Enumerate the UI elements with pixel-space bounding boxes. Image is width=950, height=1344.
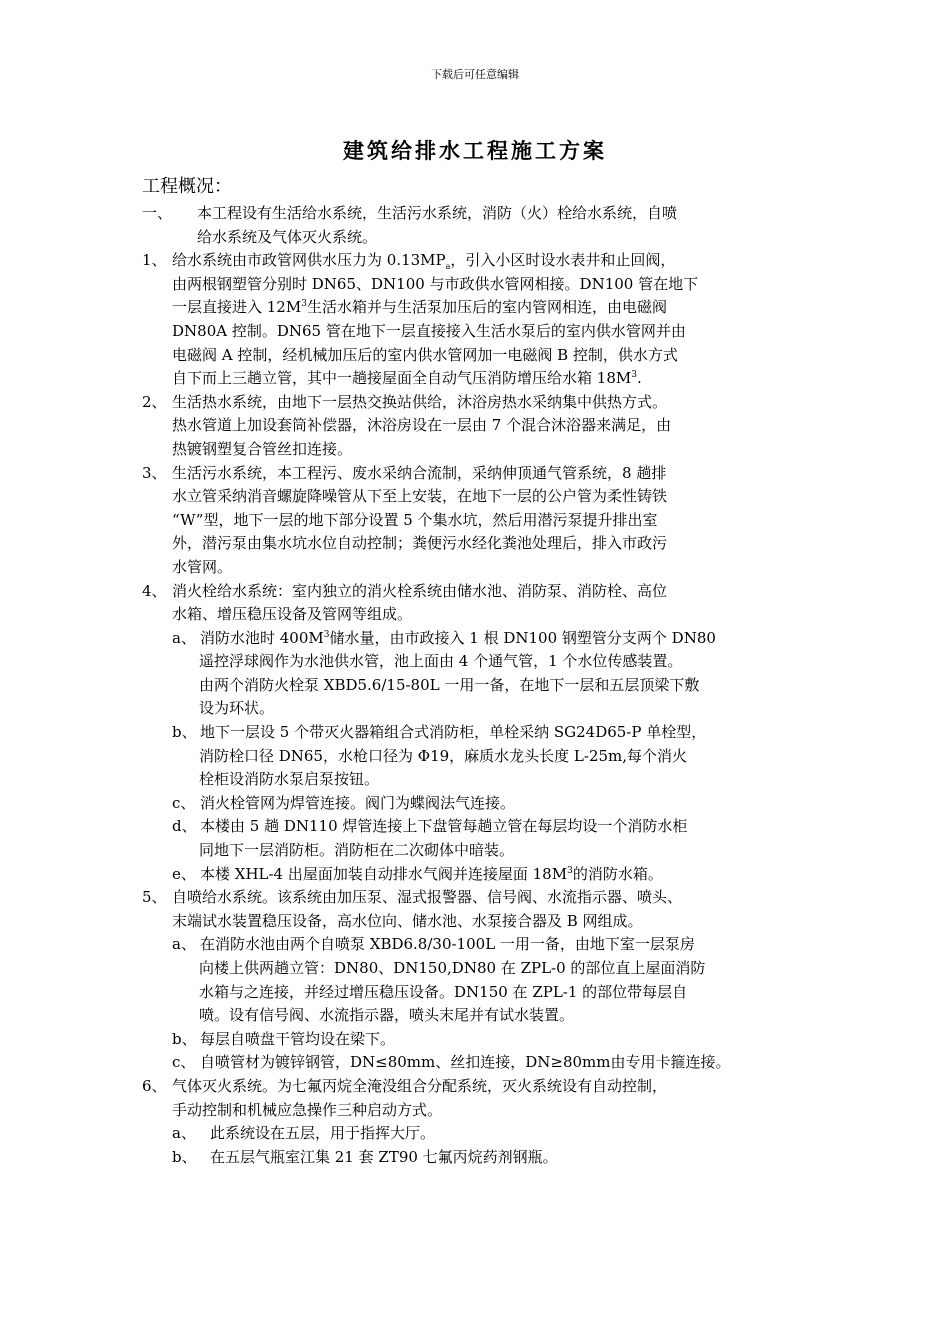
text: 的消防水箱。 (572, 864, 663, 883)
sublist-marker: b、 (172, 723, 197, 742)
paragraph-line: 电磁阀 A 控制，经机械加压后的室内供水管网加一电磁阀 B 控制，供水方式 (172, 345, 678, 364)
text: 此系统设在五层，用于指挥大厅。 (210, 1124, 436, 1143)
paragraph-line: 设为环状。 (199, 699, 275, 718)
text: 地下一层设 5 个带灭火器箱组合式消防柜，单栓采纳 SG24D65-P 单栓型， (200, 723, 707, 742)
paragraph-line (142, 863, 822, 887)
paragraph-line (142, 1075, 822, 1099)
sublist-marker: a、 (172, 628, 196, 647)
superscript: 3 (301, 299, 307, 310)
text: 给水系统由市政管网供水压力为 0.13MP (172, 251, 446, 270)
text: 生活水箱并与生活泵加压后的室内管网相连，由电磁阀 (306, 298, 667, 317)
text: 储水量，由市政接入 1 根 DN100 钢塑管分支两个 DN80 (329, 628, 716, 647)
list-marker: 3、 (142, 463, 167, 482)
sublist-marker: b、 (172, 1147, 197, 1166)
paragraph-line (142, 1122, 822, 1146)
subscript: a (445, 262, 451, 272)
paragraph-line: “W”型，地下一层的地下部分设置 5 个集水坑，然后用潜污泵提升排出室 (172, 510, 658, 529)
text: 每层自喷盘干管均设在梁下。 (200, 1029, 396, 1048)
paragraph-line (142, 249, 822, 273)
paragraph-line: 由两根钢塑管分别时 DN65、DN100 与市政供水管网相接。DN100 管在地下 (172, 274, 699, 293)
paragraph-line (142, 1028, 822, 1052)
text: 自喷给水系统。该系统由加压泵、湿式报警器、信号阀、水流指示器、喷头、 (172, 888, 683, 907)
document-body (142, 172, 822, 1169)
paragraph-line: 外，潜污泵由集水坑水位自动控制；粪便污水经化粪池处理后，排入市政污 (172, 534, 668, 553)
list-marker: 2、 (142, 392, 167, 411)
section-heading: 工程概况： (142, 176, 232, 197)
paragraph-line (142, 202, 822, 226)
list-marker: 1、 (142, 251, 167, 270)
paragraph-line: 栓柜设消防水泵启泵按钮。 (199, 770, 380, 789)
paragraph-line: 水管网。 (172, 557, 233, 576)
paragraph-line (142, 886, 822, 910)
paragraph-line: 水箱与之连接，并经过增压稳压设备。DN150 在 ZPL-1 的部位带每层自 (199, 982, 688, 1001)
paragraph-line: 由两个消防火栓泵 XBD5.6/15-80L 一用一备，在地下一层和五层顶梁下敷 (199, 675, 700, 694)
paragraph-line: 水箱、增压稳压设备及管网等组成。 (172, 605, 413, 624)
paragraph-line (142, 721, 822, 745)
sublist-marker: c、 (172, 793, 196, 812)
text: 生活污水系统，本工程污、废水采纳合流制，采纳伸顶通气管系统，8 趟排 (172, 463, 667, 482)
paragraph-line: 水立管采纳消音螺旋降噪管从下至上安装，在地下一层的公户管为柔性铸铁 (172, 487, 668, 506)
paragraph-line (142, 580, 822, 604)
text: 自喷管材为镀锌钢管，DN≤80mm、丝扣连接，DN≥80mm由专用卡箍连接。 (200, 1053, 731, 1072)
paragraph-line: 遥控浮球阀作为水池供水管，池上面由 4 个通气管，1 个水位传感装置。 (199, 652, 683, 671)
text: 一层直接进入 12M (172, 298, 302, 317)
text: 生活热水系统，由地下一层热交换站供给，沐浴房热水采纳集中供热方式。 (172, 392, 668, 411)
text: 本工程设有生活给水系统，生活污水系统，消防（火）栓给水系统，自喷 (197, 204, 678, 222)
sublist-marker: b、 (172, 1029, 197, 1048)
paragraph-line: 向楼上供两趟立管：DN80、DN150,DN80 在 ZPL-0 的部位直上屋面消防 (199, 959, 706, 977)
text: 本楼 XHL-4 出屋面加装自动排水气阀并连接屋面 18M (200, 864, 568, 883)
text: 本楼由 5 趟 DN110 焊管连接上下盘管每趟立管在每层均设一个消防水柜 (200, 817, 688, 836)
sublist-marker: a、 (172, 1124, 196, 1143)
text: ，引入小区时设水表井和止回阀， (450, 251, 676, 270)
superscript: 3 (631, 370, 637, 381)
sublist-marker: d、 (172, 817, 197, 836)
paragraph-line (142, 296, 822, 320)
list-marker: 一、 (142, 204, 173, 222)
paragraph-line: 手动控制和机械应急操作三种启动方式。 (172, 1100, 443, 1119)
paragraph-line (142, 627, 822, 651)
text: 消火栓管网为焊管连接。阀门为蝶阀法气连接。 (200, 793, 516, 812)
paragraph-line (142, 462, 822, 486)
list-marker: 6、 (142, 1076, 167, 1095)
paragraph-line: DN80A 控制。DN65 管在地下一层直接接入生活水泵后的室内供水管网并由 (172, 321, 686, 340)
list-marker: 4、 (142, 581, 167, 600)
paragraph-line (142, 815, 822, 839)
text: 自下而上三趟立管，其中一趟接屋面全自动气压消防增压给水箱 18M (172, 369, 632, 388)
sublist-marker: e、 (172, 864, 196, 883)
document-title: 建筑给排水工程施工方案 (343, 138, 607, 163)
paragraph-line: 末端试水装置稳压设备，高水位向、储水池、水泵接合器及 B 网组成。 (172, 911, 643, 930)
paragraph-line (142, 792, 822, 816)
paragraph-line (142, 391, 822, 415)
paragraph-line: 喷。设有信号阀、水流指示器，喷头末尾并有试水装置。 (199, 1006, 575, 1025)
text: . (636, 369, 642, 388)
paragraph-line (142, 1051, 822, 1075)
sublist-marker: c、 (172, 1053, 196, 1072)
text: 消防水池时 400M (200, 628, 324, 647)
paragraph-line (142, 1146, 822, 1170)
text: 在消防水池由两个自喷泵 XBD6.8/30-100L 一用一备，由地下室一层泵房 (200, 935, 695, 954)
text: 消火栓给水系统：室内独立的消火栓系统由储水池、消防泵、消防栓、高位 (172, 581, 668, 600)
superscript: 3 (323, 629, 330, 640)
paragraph-line (142, 933, 822, 957)
paragraph-line (142, 367, 822, 391)
page-header: 下载后可任意编辑 (431, 68, 519, 81)
paragraph-line: 给水系统及气体灭火系统。 (197, 227, 378, 246)
paragraph-line: 同地下一层消防柜。消防柜在二次砌体中暗装。 (199, 841, 515, 860)
text: 气体灭火系统。为七氟丙烷全淹没组合分配系统，灭火系统设有自动控制， (172, 1076, 668, 1095)
list-marker: 5、 (142, 888, 167, 907)
text: 在五层气瓶室江集 21 套 ZT90 七氟丙烷药剂钢瓶。 (210, 1147, 558, 1166)
superscript: 3 (567, 865, 573, 876)
paragraph-line: 热镀钢塑复合管丝扣连接。 (172, 439, 353, 458)
sublist-marker: a、 (172, 935, 196, 954)
paragraph-line: 消防栓口径 DN65，水枪口径为 Φ19，麻质水龙头长度 L-25m,每个消火 (199, 746, 688, 765)
paragraph-line: 热水管道上加设套筒补偿器，沐浴房设在一层由 7 个混合沐浴器来满足，由 (172, 416, 672, 435)
